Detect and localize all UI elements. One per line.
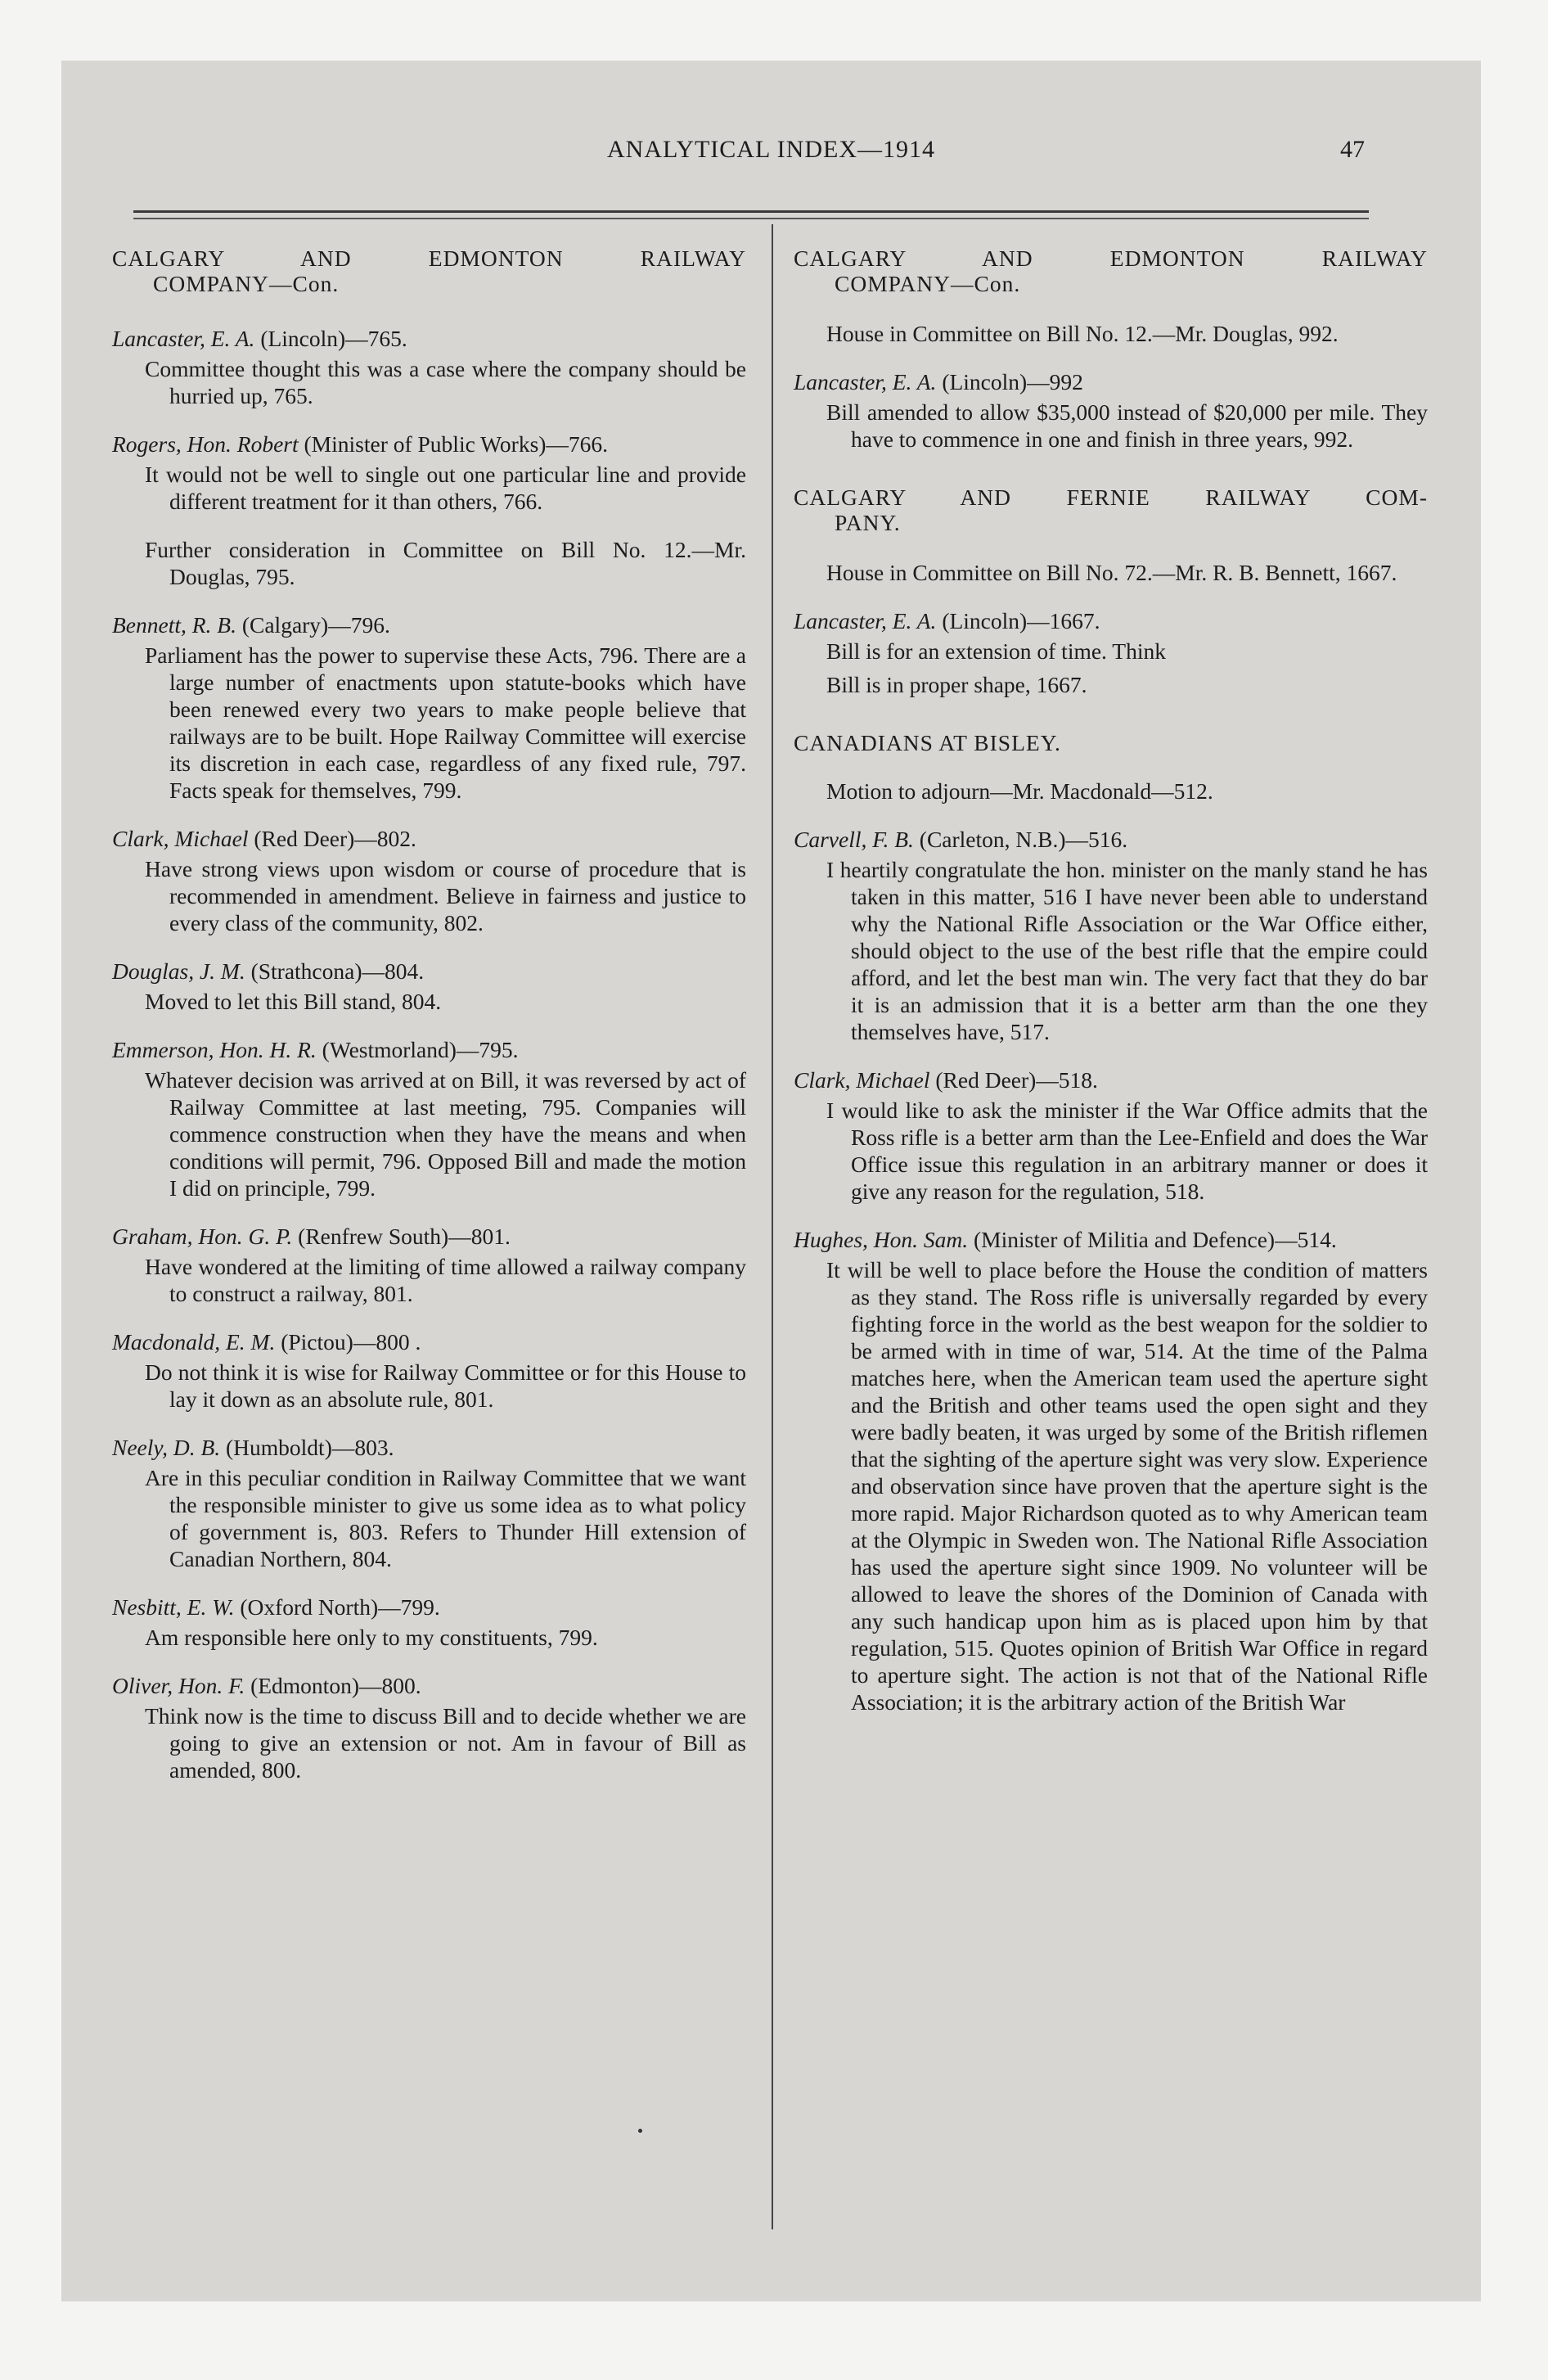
entry-text: Committee thought this was a case where the company should be hurried up, 765.: [145, 356, 746, 408]
speaker-line: [112, 325, 746, 352]
entry-text: Bill amended to allow $35,000 instead of $20,000 per mile. They have to commence in one and finish in three years, 992.: [826, 399, 1428, 452]
speaker-name: Oliver, Hon. F.: [112, 1673, 245, 1698]
speaker-name: Rogers, Hon. Robert: [112, 431, 299, 457]
speaker-line: [112, 611, 746, 638]
speaker-name: Graham, Hon. G. P.: [112, 1224, 293, 1249]
speaker-name: Nesbitt, E. W.: [112, 1594, 235, 1620]
speaker-line: [112, 1223, 746, 1250]
entry-text: Am responsible here only to my constituents, 799.: [145, 1625, 598, 1650]
entry-text: I heartily congratulate the hon. minister on the manly stand he has taken in this matter, 516 I have never been able to understand why the National Rifle Association or the War Office either, should object to the use of the best rifle that the empire could afford, and let the best man win. The very fact that they do bar it is an admission that it is a better arm than the one they themselves have, 517.: [826, 857, 1428, 1044]
speaker-riding: (Lincoln)—765.: [260, 326, 407, 351]
entry-text: Bill is for an extension of time. Think: [826, 638, 1166, 664]
speaker-name: Bennett, R. B.: [112, 612, 236, 638]
entry-text: Parliament has the power to supervise these Acts, 796. There are a large number of enactments upon statute-books which have been renewed every two years to make people believe that railways are to be built. Hope Railway Committee will exercise its discretion in each case, regardless of any fixed rule, 797. Facts speak for themselves, 799.: [145, 642, 746, 803]
speaker-riding: (Strathcona)—804.: [250, 958, 425, 984]
entry-list: [794, 368, 1428, 453]
entry-text: I would like to ask the minister if the War Office admits that the Ross rifle is a better arm than the Lee-Enfield and does the War Office issue this regulation in an arbitrary manner or does it give any reason for the regulation, 518.: [826, 1098, 1428, 1204]
entry-text: Do not think it is wise for Railway Committee or for this House to lay it down as an absolute rule, 801.: [145, 1359, 746, 1412]
heading-line: CANADIANS AT BISLEY.: [794, 730, 1061, 755]
speaker-name: Clark, Michael: [112, 826, 249, 851]
speaker-line: [794, 607, 1428, 634]
speaker-riding: (Lincoln)—1667.: [942, 608, 1100, 633]
header-rule-inner: [133, 218, 1369, 219]
entry-text: Bill is in proper shape, 1667.: [826, 672, 1087, 697]
committee-note: Further consideration in Committee on Bill No. 12.—Mr. Douglas, 795.: [145, 537, 746, 589]
speaker-line: [794, 1066, 1428, 1093]
speaker-line: [794, 368, 1428, 395]
speaker-name: Lancaster, E. A.: [794, 369, 937, 394]
speaker-riding: (Lincoln)—992: [942, 369, 1083, 394]
speaker-name: Macdonald, E. M.: [112, 1329, 276, 1355]
entry-text: Whatever decision was arrived at on Bill, it was reversed by act of Railway Committee at last meeting, 795. Companies will commence construction when they have the means and when conditions will permit, 796. Opposed Bill and made the motion I did on principle, 799.: [145, 1067, 746, 1201]
heading-continued: COMPANY—Con.: [153, 271, 340, 296]
speaker-riding: (Humboldt)—803.: [226, 1435, 394, 1460]
committee-note: House in Committee on Bill No. 12.—Mr. Douglas, 992.: [826, 321, 1339, 346]
speaker-line: [112, 958, 746, 985]
speaker-riding: (Westmorland)—795.: [322, 1037, 519, 1062]
speaker-riding: (Edmonton)—800.: [250, 1673, 421, 1698]
section-heading: [112, 245, 746, 297]
entry-list: [112, 325, 746, 515]
heading-line: CALGARY AND EDMONTON RAILWAY: [794, 246, 1428, 271]
speaker-riding: (Red Deer)—518.: [935, 1067, 1098, 1093]
heading-line: CALGARY AND FERNIE RAILWAY COM-: [794, 485, 1428, 510]
speaker-riding: (Minister of Militia and Defence)—514.: [974, 1227, 1337, 1252]
section-heading: [794, 245, 1428, 297]
committee-note: House in Committee on Bill No. 72.—Mr. R. B. Bennett, 1667.: [826, 560, 1397, 585]
page-number: 47: [1340, 136, 1365, 163]
speaker-name: Neely, D. B.: [112, 1435, 221, 1460]
speaker-line: [112, 430, 746, 458]
speaker-line: [794, 826, 1428, 853]
speaker-riding: (Minister of Public Works)—766.: [304, 431, 609, 457]
entry-list: [794, 826, 1428, 1715]
heading-continued: COMPANY—Con.: [835, 271, 1021, 296]
heading-line: CALGARY AND EDMONTON RAILWAY: [112, 246, 746, 271]
entry-list: [112, 611, 746, 1783]
speaker-line: [112, 1036, 746, 1063]
committee-note: Motion to adjourn—Mr. Macdonald—512.: [826, 778, 1213, 804]
header-rule: [133, 210, 1369, 213]
heading-continued: PANY.: [835, 510, 901, 535]
entry-text: Have wondered at the limiting of time allowed a railway company to construct a railway, 801.: [145, 1254, 746, 1306]
section-heading: [794, 484, 1428, 536]
speaker-name: Douglas, J. M.: [112, 958, 245, 984]
speaker-name: Hughes, Hon. Sam.: [794, 1227, 969, 1252]
speaker-line: [794, 1226, 1428, 1253]
speaker-riding: (Oxford North)—799.: [240, 1594, 440, 1620]
running-header: ANALYTICAL INDEX—1914: [607, 136, 935, 163]
page: [61, 61, 1481, 2301]
speaker-riding: (Red Deer)—802.: [254, 826, 416, 851]
speaker-name: Clark, Michael: [794, 1067, 930, 1093]
speaker-name: Lancaster, E. A.: [794, 608, 937, 633]
entry-text: Moved to let this Bill stand, 804.: [145, 989, 442, 1014]
entry-text: Think now is the time to discuss Bill and to decide whether we are going to give an extension or not. Am in favour of Bill as amended, 800.: [145, 1703, 746, 1783]
entry-text: Have strong views upon wisdom or course of procedure that is recommended in amendment. Believe in fairness and justice to every class of the community, 802.: [145, 856, 746, 935]
speaker-line: [112, 825, 746, 852]
speaker-line: [112, 1328, 746, 1355]
entry-text: Are in this peculiar condition in Railway Committee that we want the responsible minister to give us some idea as to what policy of government is, 803. Refers to Thunder Hill extension of Canadian Northern, 804.: [145, 1465, 746, 1571]
speaker-riding: (Pictou)—800 .: [281, 1329, 421, 1355]
speaker-riding: (Calgary)—796.: [241, 612, 390, 638]
print-speck: [638, 2129, 642, 2133]
speaker-name: Lancaster, E. A.: [112, 326, 255, 351]
entry-text: It will be well to place before the House the condition of matters as they stand. The Ross rifle is universally regarded by every fighting force in the world as the best weapon for the soldier to be armed with in time of war, 514. At the time of the Palma matches here, when the American team used the aperture sight and the British and other teams used the open sight and they were badly beaten, it was urged by some of the British riflemen that the sighting of the aperture sight was very slow. Experience and observation since have proven that the aperture sight is the more rapid. Major Richardson quoted as to why American team at the Olympic in Sweden won. The National Rifle Association has used the aperture sight since 1909. No volunteer will be allowed to leave the shores of the Dominion of Canada with any such handicap upon him as is placed upon him by that regulation, 515. Quotes opinion of British War Office in regard to aperture sight. The action is not that of the National Rifle Association; it is the arbitrary action of the British War: [826, 1257, 1428, 1715]
right-column: [794, 245, 1428, 1715]
speaker-line: [112, 1434, 746, 1461]
speaker-name: Emmerson, Hon. H. R.: [112, 1037, 317, 1062]
speaker-line: [112, 1672, 746, 1699]
section-heading: [794, 729, 1428, 756]
entry-text: It would not be well to single out one particular line and provide different treatment for it than others, 766.: [145, 462, 746, 514]
speaker-name: Carvell, F. B.: [794, 827, 914, 852]
speaker-riding: (Carleton, N.B.)—516.: [919, 827, 1128, 852]
entry-list: [794, 607, 1428, 698]
left-column: [112, 245, 746, 1783]
speaker-riding: (Renfrew South)—801.: [298, 1224, 511, 1249]
column-divider: [772, 224, 773, 2229]
speaker-line: [112, 1593, 746, 1620]
